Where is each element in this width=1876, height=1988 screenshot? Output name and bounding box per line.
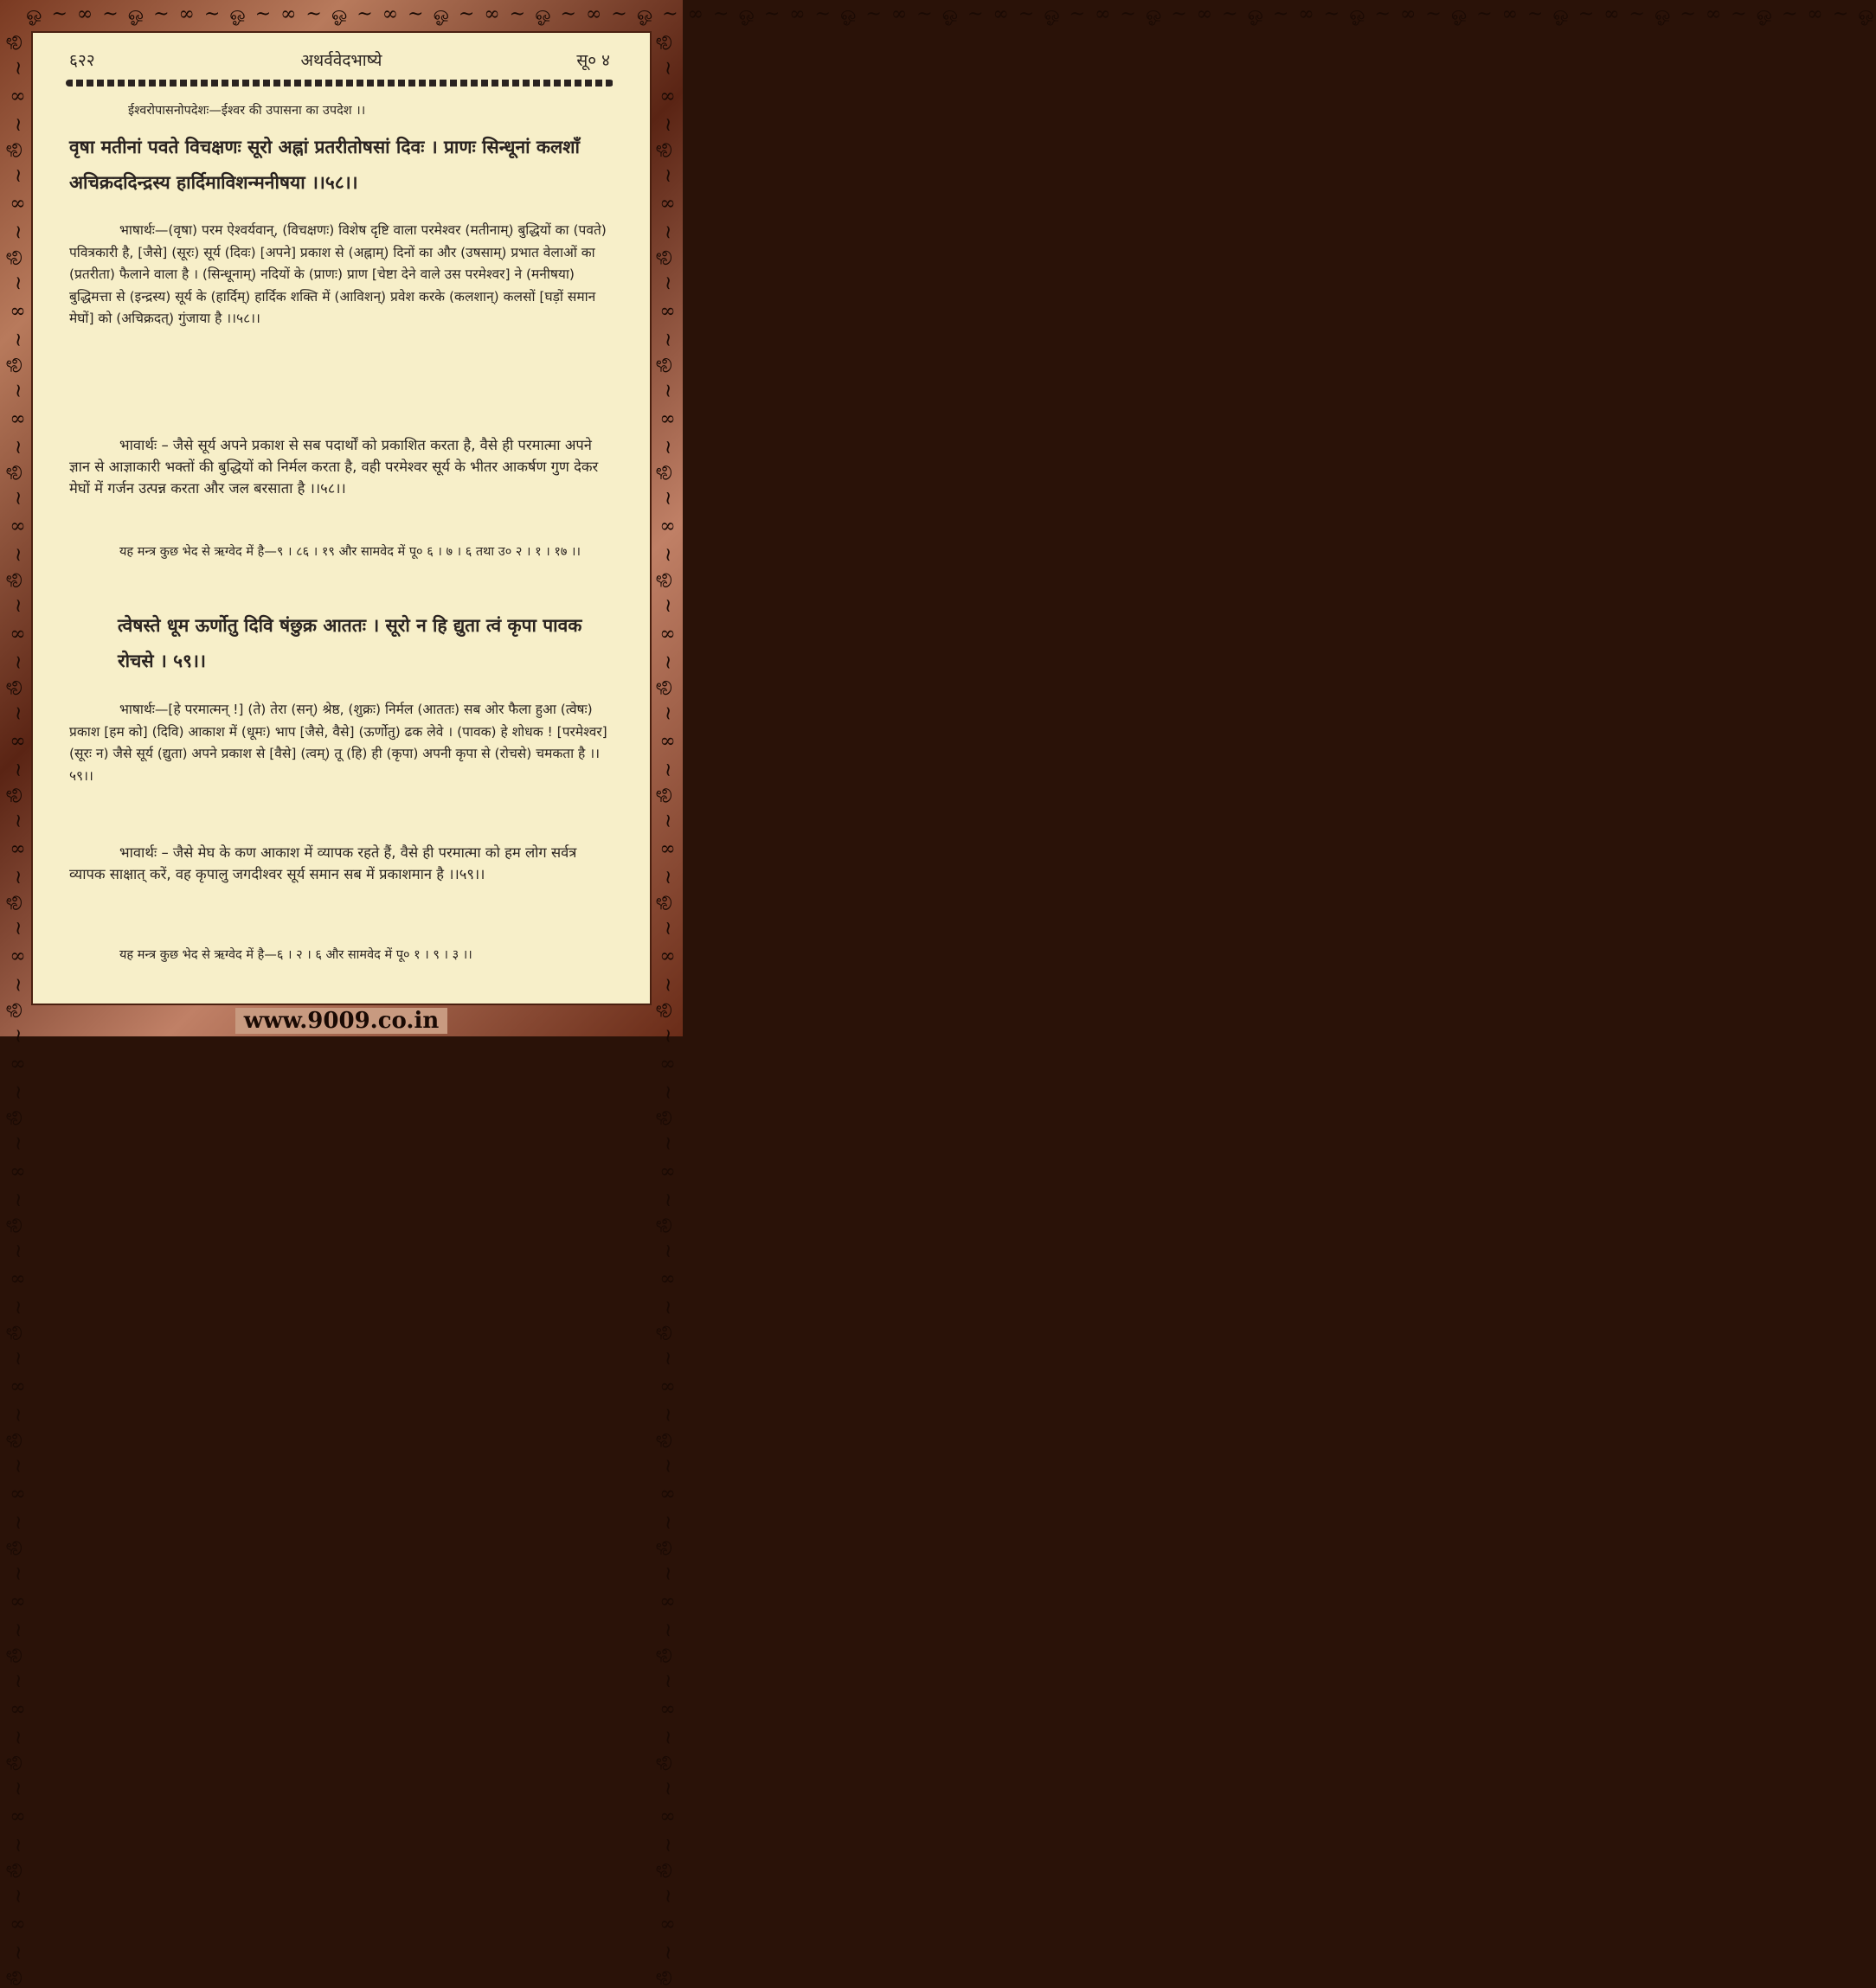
footer-website-text: www.9009.co.in [235,1008,448,1034]
bhashartha-59: भाषार्थः—[हे परमात्मन् !] (ते) तेरा (सन्) श्रेष्ठ, (शुक्रः) निर्मल (आततः) सब ओर फैला हुआ (त्वेषः) प्रकाश [हम को] (दिवि) आकाश में (धूमः) भाप [जैसे, वैसे] (ऊर्णोतु) ढक लेवे । (पावक) हे शोधक ! [परमेश्वर] (सूरः न) जैसे सूर्य (द्युता) अपने प्रकाश से [वैसे] (त्वम्) तू (हि) ही (कृपा) अपनी कृपा से (रोचसे) चमकता है ।।५९।। [69,702,607,784]
sukta-label: सू० ४ [576,51,610,70]
bhashartha-58: भाषार्थः—(वृषा) परम ऐश्वर्यवान्, (विचक्षणः) विशेष दृष्टि वाला परमेश्वर (मतीनाम्) बुद्धियों का (पवते) पवित्रकारी है, [जैसे] (सूरः) सूर्य (दिवः) [अपने] प्रकाश से (अह्नाम्) दिनों का और (उषसाम्) प्रभात वेलाओं का (प्रतरीता) फैलाने वाला है । (सिन्धूनाम्) नदियों के (प्राणः) प्राण [चेष्टा देने वाले उस परमेश्वर] ने (मनीषया) बुद्धिमत्ता से (इन्द्रस्य) सूर्य के (हार्दिम्) हार्दिक शक्ति में (आविशन्) प्रवेश करके (कलशान्) कलसों [घड़ों समान मेघों] को (अचिक्रदत्) गुंजाया है ।।५८।। [69,222,607,326]
header-divider [66,80,614,87]
footer-website [0,1006,683,1036]
mantra-58: वृषा मतीनां पवते विचक्षणः सूरो अह्नां प्रतरीतोषसां दिवः । प्राणः सिन्धूनां कलशाँ अचिक्रददिन्द्रस्य हार्दिमाविशन्मनीषया ।।५८।। [69,137,580,193]
page-number: ६२२ [69,51,95,70]
ornament-right: ஓ ~ ∞ ~ ஓ ~ ∞ ~ ஓ ~ ∞ ~ ஓ ~ ∞ ~ ஓ ~ ∞ ~ ஓ ~ ∞ ~ ஓ ~ ∞ ~ ஓ ~ ∞ ~ ஓ ~ ∞ ~ ஓ ~ ∞ ~ ஓ ~ ∞ ~ ஓ ~ ∞ ~ ஓ ~ ∞ ~ ஓ ~ ∞ ~ ஓ ~ ∞ ~ ஓ ~ ∞ ~ ஓ ~ ∞ ~ ஓ ~ ∞ ~ ஓ [657,35,678,1988]
upadesh-line: ईश्वरोपासनोपदेशः—ईश्वर की उपासना का उपदेश ।। [128,104,366,118]
ornament-left: ஓ ~ ∞ ~ ஓ ~ ∞ ~ ஓ ~ ∞ ~ ஓ ~ ∞ ~ ஓ ~ ∞ ~ ஓ ~ ∞ ~ ஓ ~ ∞ ~ ஓ ~ ∞ ~ ஓ ~ ∞ ~ ஓ ~ ∞ ~ ஓ ~ ∞ ~ ஓ ~ ∞ ~ ஓ ~ ∞ ~ ஓ ~ ∞ ~ ஓ ~ ∞ ~ ஓ ~ ∞ ~ ஓ ~ ∞ ~ ஓ ~ ∞ ~ ஓ [7,35,29,1988]
bhavartha-58: भावार्थः – जैसे सूर्य अपने प्रकाश से सब पदार्थों को प्रकाशित करता है, वैसे ही परमात्मा अपने ज्ञान से आज्ञाकारी भक्तों की बुद्धियों को निर्मल करता है, वही परमेश्वर सूर्य के भीतर आकर्षण गुण देकर मेघों में गर्जन उत्पन्न करता और जल बरसाता है ।।५८।। [69,437,599,497]
reference-59: यह मन्त्र कुछ भेद से ऋग्वेद में है—६ । २ । ६ और सामवेद में पू० १ । ९ । ३ ।। [119,948,472,962]
book-page [31,31,652,1005]
ornament-top: ஓ ~ ∞ ~ ஓ ~ ∞ ~ ஓ ~ ∞ ~ ஓ ~ ∞ ~ ஓ ~ ∞ ~ ஓ ~ ∞ ~ ஓ ~ ∞ ~ ஓ ~ ∞ ~ ஓ ~ ∞ ~ ஓ ~ ∞ ~ ஓ ~ ∞ ~ ஓ ~ ∞ ~ ஓ ~ ∞ ~ ஓ ~ ∞ ~ ஓ ~ ∞ ~ ஓ ~ ∞ ~ ஓ ~ ∞ ~ ஓ ~ ∞ ~ ஓ [26,3,1876,25]
mantra-59: त्वेषस्ते धूम ऊर्णोतु दिवि षंछुक्र आततः । सूरो न हि द्युता त्वं कृपा पावक रोचसे । ५९।। [118,615,582,671]
reference-58: यह मन्त्र कुछ भेद से ऋग्वेद में है—९ । ८६ । १९ और सामवेद में पू० ६ । ७ । ६ तथा उ० २ । १ । १७ ।। [119,545,581,559]
book-title: अथर्ववेदभाष्ये [300,51,382,70]
bhavartha-59: भावार्थः – जैसे मेघ के कण आकाश में व्यापक रहते हैं, वैसे ही परमात्मा को हम लोग सर्वत्र व्यापक साक्षात् करें, वह कृपालु जगदीश्वर सूर्य समान सब में प्रकाशमान है ।।५९।। [69,844,577,882]
